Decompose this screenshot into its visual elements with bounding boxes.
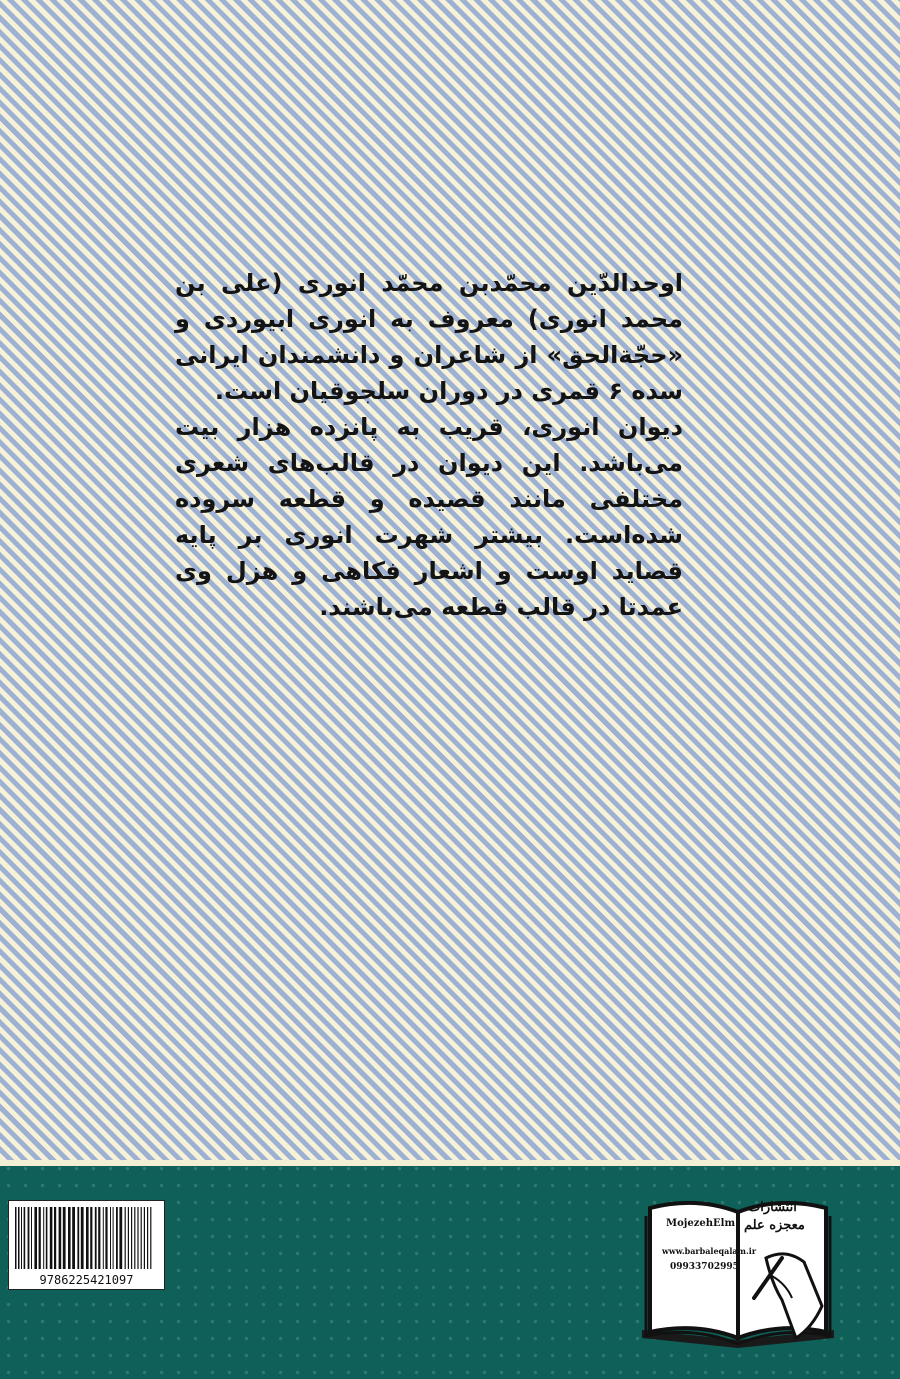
barcode-bar: [90, 1207, 92, 1269]
barcode-bar: [113, 1207, 114, 1269]
barcode-bar: [63, 1207, 66, 1269]
barcode-bar: [15, 1207, 17, 1269]
open-book-icon: [636, 1188, 840, 1356]
barcode-bar: [24, 1207, 26, 1269]
barcode-bar: [39, 1207, 41, 1269]
barcode-bar: [105, 1207, 107, 1269]
barcode-bar: [116, 1207, 118, 1269]
barcode-bar: [46, 1207, 48, 1269]
barcode-bar: [43, 1207, 44, 1269]
barcode-bar: [95, 1207, 97, 1269]
barcode-bar: [59, 1207, 62, 1269]
barcode-bar: [54, 1207, 56, 1269]
barcode-bar: [34, 1207, 37, 1269]
barcode-bar: [141, 1207, 142, 1269]
publisher-website: www.barbaleqalam.ir: [662, 1246, 757, 1256]
barcode-bar: [81, 1207, 84, 1269]
barcode-bar: [28, 1207, 30, 1269]
barcode-bar: [72, 1207, 75, 1269]
publisher-logo: [636, 1188, 840, 1356]
barcode-bar: [128, 1207, 129, 1269]
blurb-paragraph-1: اوحدالدّین محمّدبن محمّد انوری (علی بن محمد انوری) معروف به انوری ابیوردی و «حجّةالحق» از شاعران و دانشمندان ایرانی سده ۶ قمری در دوران سلجوقیان است.: [175, 269, 683, 405]
barcode-bar: [77, 1207, 79, 1269]
barcode-bar: [134, 1207, 135, 1269]
barcode-bar: [110, 1207, 111, 1269]
barcode-bars: [13, 1207, 160, 1269]
isbn-number: 9786225421097: [39, 1273, 134, 1287]
barcode-bar: [68, 1207, 71, 1269]
barcode-bar: [150, 1207, 151, 1269]
barcode-bar: [98, 1207, 100, 1269]
publisher-name-fa: معجزه علم: [744, 1218, 805, 1233]
publisher-name-en: MojezehElm: [666, 1218, 736, 1229]
barcode-bar: [119, 1207, 122, 1269]
barcode-bar: [86, 1207, 89, 1269]
barcode-bar: [144, 1207, 145, 1269]
band-divider: [0, 1160, 900, 1166]
publisher-label: انتشارات: [748, 1200, 797, 1215]
publisher-phone: 09933702995: [670, 1262, 739, 1272]
barcode-bar: [131, 1207, 132, 1269]
isbn-barcode: [8, 1200, 165, 1290]
barcode-bar: [21, 1207, 22, 1269]
barcode-bar: [50, 1207, 53, 1269]
barcode-bar: [137, 1207, 138, 1269]
blurb-paragraph-2: دیوان انوری، قریب به پانزده هزار بیت می‌باشد. این دیوان در قالب‌های شعری مختلفی مانند قصیده و قطعه سروده شده‌است. بیشتر شهرت انوری بر پایه قصاید اوست و اشعار فکاهی و هزل وی عمدتا در قالب قطعه می‌باشند.: [175, 413, 683, 621]
back-cover-blurb: [175, 265, 683, 625]
barcode-bar: [147, 1207, 148, 1269]
barcode-bar: [18, 1207, 20, 1269]
barcode-bar: [103, 1207, 104, 1269]
barcode-bar: [125, 1207, 126, 1269]
barcode-bar: [31, 1207, 32, 1269]
